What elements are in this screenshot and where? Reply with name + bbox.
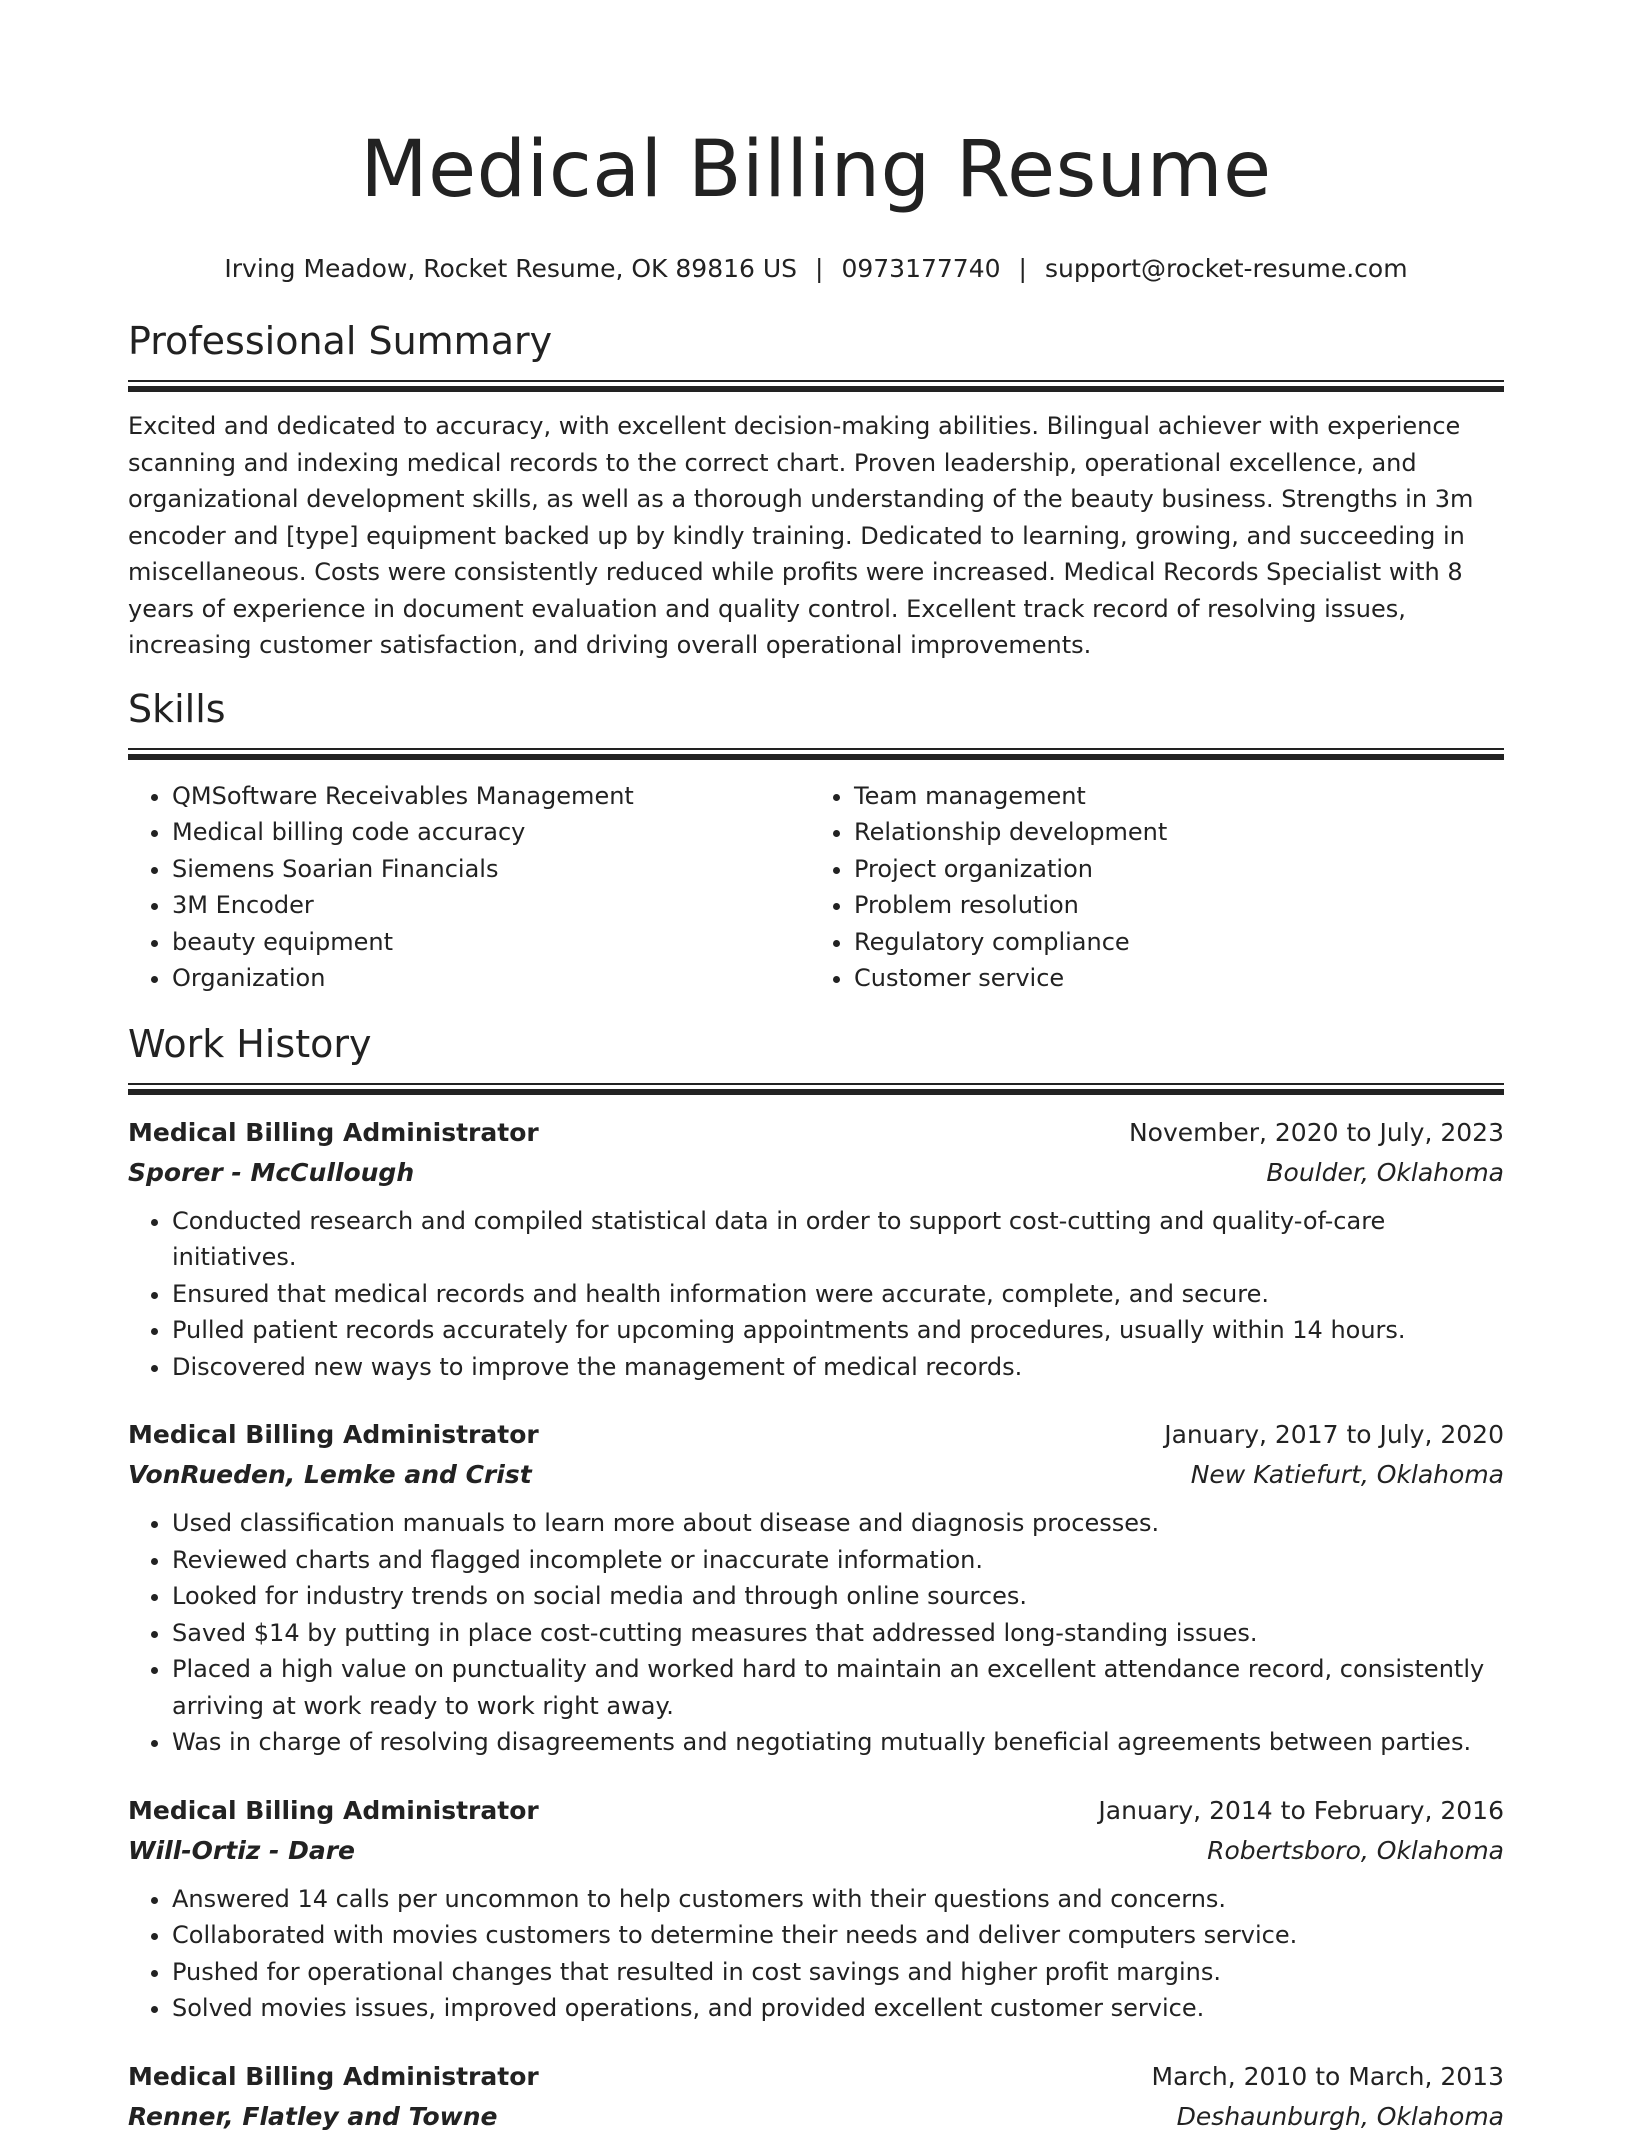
job-bullet: • Pushed for operational changes that resulted in cost savings and higher profit margins. <box>172 1954 1504 1991</box>
job-bullet: • Discovered new ways to improve the management of medical records. <box>172 1349 1504 1386</box>
skills-columns <box>128 778 1504 997</box>
job-entry <box>128 1113 1504 1386</box>
skill-item: • Siemens Soarian Financials <box>172 851 822 888</box>
section-divider <box>128 380 1504 392</box>
job-bullet: • Ensured that medical records and health information were accurate, complete, and secure. <box>172 1276 1504 1313</box>
job-title: Medical Billing Administrator <box>128 1795 539 1825</box>
job-company: Will-Ortiz - Dare <box>128 1835 356 1865</box>
job-bullet: • Placed a high value on punctuality and worked hard to maintain an excellent attendance record, consistently arriving at work ready to work right away. <box>172 1651 1504 1724</box>
skills-section <box>128 684 1504 997</box>
resume-title: Medical Billing Resume <box>360 125 1272 215</box>
job-bullets <box>128 1505 1504 1761</box>
section-heading-skills: Skills <box>128 686 226 731</box>
summary-text: Excited and dedicated to accuracy, with excellent decision-making abilities. Bilingual achiever with experience scanning and indexing medical records to the correct chart. Proven leadership, operational excellence, and organizational development skills, as well as a thorough understanding of the beauty business. Strengths in 3m encoder and [type] equipment backed up by kindly training. Dedicated to learning, growing, and succeeding in miscellaneous. Costs were consistently reduced while profits were increased. Medical Records Specialist with 8 years of experience in document evaluation and quality control. Excellent track record of resolving issues, increasing customer satisfaction, and driving overall operational improvements. <box>128 412 1474 659</box>
contact-separator: | <box>1018 254 1027 283</box>
job-dates: January, 2017 to July, 2020 <box>1164 1420 1504 1449</box>
skill-item: • Relationship development <box>854 814 1504 851</box>
job-bullets <box>128 1881 1504 2027</box>
job-bullet: • Was in charge of resolving disagreements and negotiating mutually beneficial agreements between parties. <box>172 1724 1504 1761</box>
job-bullet: • Pulled patient records accurately for upcoming appointments and procedures, usually within 14 hours. <box>172 1312 1504 1349</box>
job-title: Medical Billing Administrator <box>128 1420 539 1449</box>
skill-item: • Project organization <box>854 851 1504 888</box>
professional-summary-section <box>128 316 1504 664</box>
job-entry <box>128 1791 1504 2027</box>
job-dates: January, 2014 to February, 2016 <box>1098 1795 1504 1825</box>
contact-separator: | <box>815 254 824 283</box>
job-bullet: • Conducted research and compiled statistical data in order to support cost-cutting and quality-of-care initiatives. <box>172 1203 1504 1276</box>
job-bullet: • Reviewed charts and flagged incomplete or inaccurate information. <box>172 1542 1504 1579</box>
section-heading-summary: Professional Summary <box>128 319 553 363</box>
section-divider <box>128 1083 1504 1095</box>
skill-item: • beauty equipment <box>172 924 822 961</box>
skill-item: • QMSoftware Receivables Management <box>172 778 822 815</box>
skill-item: • Organization <box>172 960 822 997</box>
job-company: Sporer - McCullough <box>128 1157 415 1187</box>
skill-item: • Team management <box>854 778 1504 815</box>
job-bullet: • Answered 14 calls per uncommon to help customers with their questions and concerns. <box>172 1881 1504 1918</box>
job-bullet: • Looked for industry trends on social media and through online sources. <box>172 1578 1504 1615</box>
work-history-section <box>128 1019 1504 2137</box>
skill-item: • Regulatory compliance <box>854 924 1504 961</box>
job-bullet: • Saved $14 by putting in place cost-cutting measures that addressed long-standing issues. <box>172 1615 1504 1652</box>
job-company: Renner, Flatley and Towne <box>128 2101 498 2131</box>
skills-list-left <box>128 778 822 997</box>
contact-address: Irving Meadow, Rocket Resume, OK 89816 US <box>224 254 798 283</box>
job-dates: November, 2020 to July, 2023 <box>1128 1117 1504 1147</box>
job-company: VonRueden, Lemke and Crist <box>128 1460 532 1489</box>
skill-item: • Medical billing code accuracy <box>172 814 822 851</box>
job-bullets <box>128 1203 1504 1386</box>
skill-item: • 3M Encoder <box>172 887 822 924</box>
job-location: Boulder, Oklahoma <box>1266 1157 1504 1187</box>
job-bullet: • Used classification manuals to learn more about disease and diagnosis processes. <box>172 1505 1504 1542</box>
job-title: Medical Billing Administrator <box>128 2061 539 2091</box>
job-location: New Katiefurt, Oklahoma <box>1190 1460 1504 1489</box>
skill-item: • Customer service <box>854 960 1504 997</box>
job-dates: March, 2010 to March, 2013 <box>1151 2061 1504 2091</box>
contact-phone: 0973177740 <box>841 254 1001 283</box>
contact-email: support@rocket-resume.com <box>1044 254 1408 283</box>
job-entry <box>128 1415 1504 1761</box>
job-entry <box>128 2057 1504 2137</box>
section-divider <box>128 748 1504 760</box>
job-bullet: • Collaborated with movies customers to determine their needs and deliver computers service. <box>172 1917 1504 1954</box>
skill-item: • Problem resolution <box>854 887 1504 924</box>
section-heading-work: Work History <box>128 1021 372 1066</box>
contact-line <box>128 252 1504 286</box>
skills-list-right <box>822 778 1504 997</box>
job-title: Medical Billing Administrator <box>128 1117 539 1147</box>
job-location: Deshaunburgh, Oklahoma <box>1176 2101 1504 2131</box>
job-location: Robertsboro, Oklahoma <box>1207 1835 1504 1865</box>
job-bullet: • Solved movies issues, improved operations, and provided excellent customer service. <box>172 1990 1504 2027</box>
